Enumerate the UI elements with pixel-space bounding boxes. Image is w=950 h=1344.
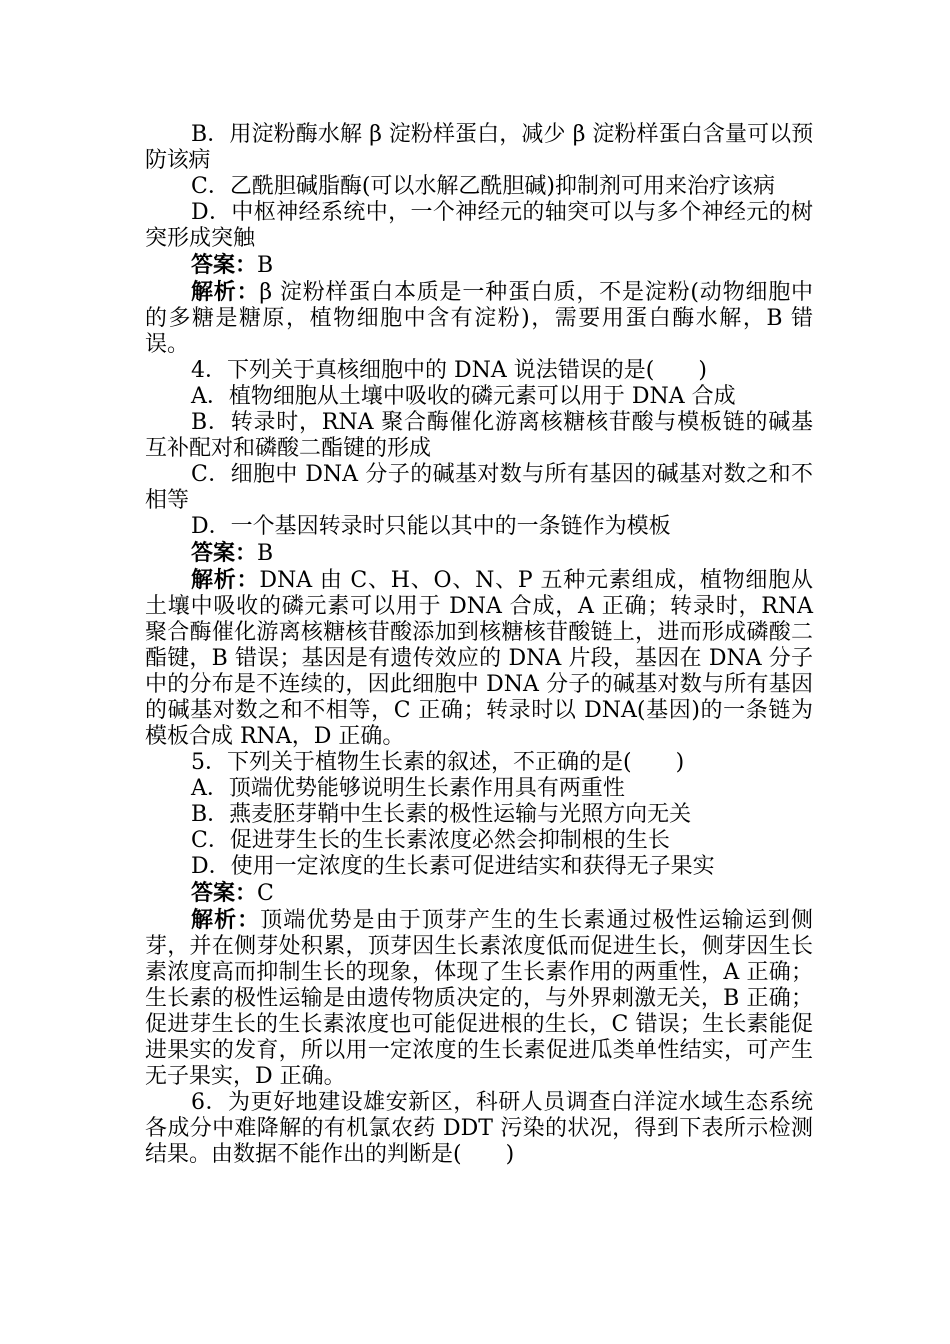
q5-analysis: [145, 907, 813, 1090]
analysis-label: 解析：: [191, 907, 261, 933]
q3-option-d: D．中枢神经系统中，一个神经元的轴突可以与多个神经元的树突形成突触: [145, 200, 813, 251]
document-page: [145, 122, 813, 1168]
answer-label: 答案：: [191, 880, 258, 906]
q5-option-b: B．燕麦胚芽鞘中生长素的极性运输与光照方向无关: [191, 802, 692, 827]
answer-value: B: [257, 253, 274, 278]
q6-stem: 6．为更好地建设雄安新区，科研人员调查白洋淀水域生态系统各成分中难降解的有机氯农药 DDT 污染的状况，得到下表所示检测结果。由数据不能作出的判断是( ): [145, 1090, 813, 1167]
q3-answer: [145, 252, 813, 279]
q3-option-c: C．乙酰胆碱脂酶(可以水解乙酰胆碱)抑制剂可用来治疗该病: [191, 174, 776, 199]
q4-stem: 4．下列关于真核细胞中的 DNA 说法错误的是( ): [191, 358, 707, 383]
analysis-text: β 淀粉样蛋白本质是一种蛋白质，不是淀粉(动物细胞中的多糖是糖原，植物细胞中含有淀粉)，需要用蛋白酶水解，B 错误。: [145, 280, 813, 357]
q5-option-c: C．促进芽生长的生长素浓度必然会抑制根的生长: [191, 828, 670, 853]
q4-analysis: [145, 567, 813, 750]
answer-label: 答案：: [191, 540, 258, 566]
analysis-label: 解析：: [191, 279, 260, 305]
q5-option-a: A．顶端优势能够说明生长素作用具有两重性: [191, 776, 625, 801]
q3-analysis: [145, 279, 813, 358]
q5-stem: 5．下列关于植物生长素的叙述，不正确的是( ): [191, 750, 685, 775]
q5-option-d: D．使用一定浓度的生长素可促进结实和获得无子果实: [191, 854, 715, 879]
q3-option-b: B．用淀粉酶水解 β 淀粉样蛋白，减少 β 淀粉样蛋白含量可以预防该病: [145, 122, 813, 173]
q4-option-c: C．细胞中 DNA 分子的碱基对数与所有基因的碱基对数之和不相等: [145, 462, 813, 513]
analysis-label: 解析：: [191, 567, 260, 593]
answer-value: C: [257, 881, 274, 906]
q4-option-b: B．转录时，RNA 聚合酶催化游离核糖核苷酸与模板链的碱基互补配对和磷酸二酯键的形成: [145, 410, 813, 461]
q4-option-a: A．植物细胞从土壤中吸收的磷元素可以用于 DNA 合成: [191, 384, 736, 409]
answer-value: B: [257, 541, 274, 566]
q4-option-d: D．一个基因转录时只能以其中的一条链作为模板: [191, 514, 671, 539]
answer-label: 答案：: [191, 252, 258, 278]
analysis-text: DNA 由 C、H、O、N、P 五种元素组成，植物细胞从土壤中吸收的磷元素可以用于 DNA 合成，A 正确；转录时，RNA 聚合酶催化游离核糖核苷酸添加到核糖核苷酸链上，进而形成磷酸二酯键，B 错误；基因是有遗传效应的 DNA 片段，基因在 DNA 分子中的分布是不连续的，因此细胞中 DNA 分子的碱基对数与所有基因的碱基对数之和不相等，C 正确；转录时以 DNA(基因)的一条链为模板合成 RNA，D 正确。: [145, 568, 813, 749]
q5-answer: [145, 880, 813, 907]
q4-answer: [145, 540, 813, 567]
analysis-text: 顶端优势是由于顶芽产生的生长素通过极性运输运到侧芽，并在侧芽处积累，顶芽因生长素浓度低而促进生长，侧芽因生长素浓度高而抑制生长的现象，体现了生长素作用的两重性，A 正确；生长素的极性运输是由遗传物质决定的，与外界刺激无关，B 正确；促进芽生长的生长素浓度也可能促进根的生长，C 错误；生长素能促进果实的发育，所以用一定浓度的生长素促进瓜类单性结实，可产生无子果实，D 正确。: [145, 908, 813, 1089]
